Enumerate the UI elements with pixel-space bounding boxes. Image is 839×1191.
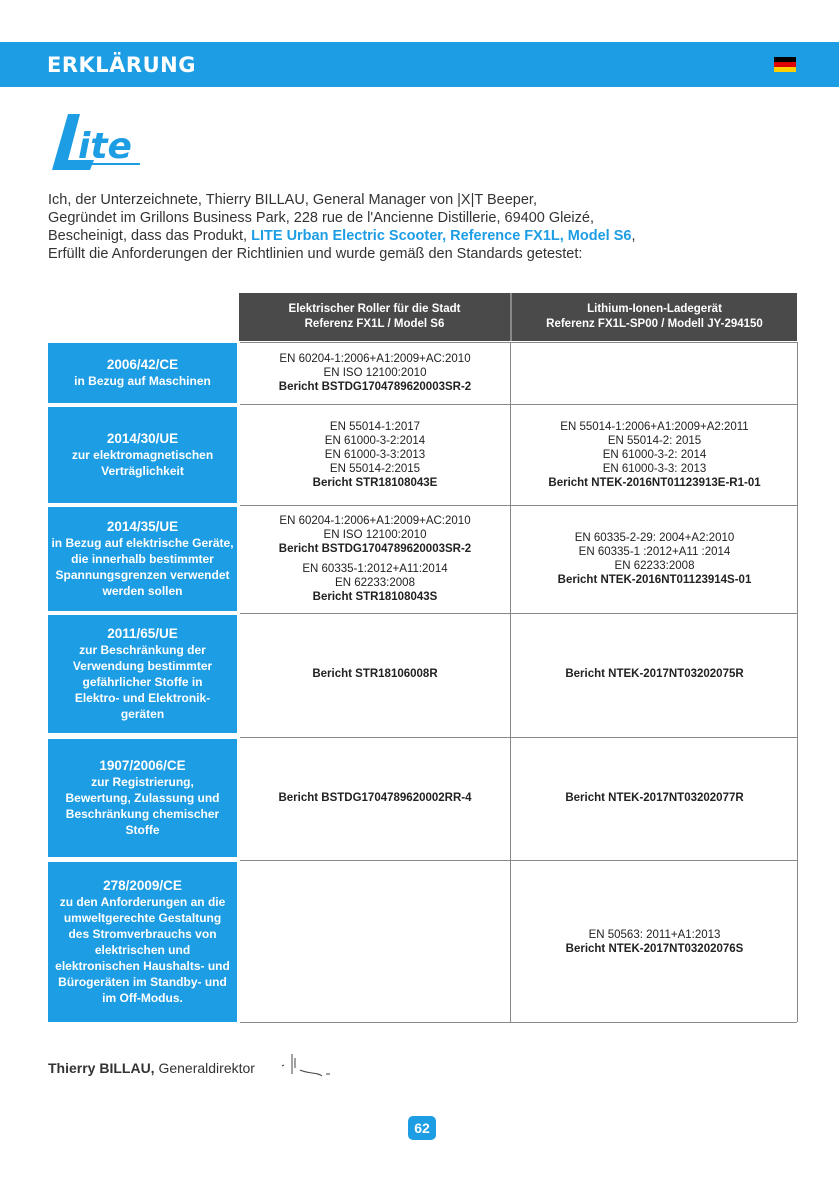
- header-bar: [0, 42, 839, 87]
- directive-label: 1907/2006/CE zur Registrierung, Bewertung, Zulassung und Beschränkung chemischer Stoffe: [48, 739, 237, 857]
- standards-cell: EN 50563: 2011+A1:2013 Bericht NTEK-2017NT03202076S: [565, 929, 744, 955]
- directive-label: 278/2009/CE zu den Anforderungen an die umweltgerechte Gestaltung des Stromverbrauchs von elektrischen und elektronischen Haushalts- und Bürogeräten im Standby- und im Off-Modus.: [48, 862, 237, 1022]
- column-header-charger: Lithium-Ionen-Ladegerät Referenz FX1L-SP00 / Modell JY-294150: [512, 293, 797, 341]
- page-title: ERKLÄRUNG: [47, 53, 196, 77]
- directive-label: 2006/42/CE in Bezug auf Maschinen: [48, 343, 237, 403]
- intro-line: Ich, der Unterzeichnete, Thierry BILLAU, General Manager von |X|T Beeper,: [48, 192, 537, 208]
- standards-cell: Bericht BSTDG1704789620002RR-4: [278, 792, 472, 804]
- signer-line: [48, 1060, 255, 1076]
- svg-text:ite: ite: [78, 126, 132, 167]
- page-number: 62: [408, 1116, 436, 1140]
- german-flag-icon: [774, 57, 796, 72]
- standards-cell: EN 55014-1:2017 EN 61000-3-2:2014 EN 61000-3-3:2013 EN 55014-2:2015 Bericht STR18108043E: [312, 421, 438, 489]
- directive-label: 2014/35/UE in Bezug auf elektrische Geräte, die innerhalb bestimmter Spannungsgrenzen verwendet werden sollen: [48, 507, 237, 611]
- lite-logo: [48, 108, 142, 172]
- directive-label: 2011/65/UE zur Beschränkung der Verwendung bestimmter gefährlicher Stoffe in Elektro- und Elektronik- geräten: [48, 615, 237, 733]
- standards-cell: EN 55014-1:2006+A1:2009+A2:2011 EN 55014-2: 2015 EN 61000-3-2: 2014 EN 61000-3-3: 2013 Bericht NTEK-2016NT01123913E-R1-01: [548, 421, 761, 489]
- signer-name: Thierry BILLAU,: [48, 1060, 155, 1076]
- intro-line: Gegründet im Grillons Business Park, 228 rue de l'Ancienne Distillerie, 69400 Gleizé,: [48, 210, 594, 226]
- intro-line: Erfüllt die Anforderungen der Richtlinien und wurde gemäß den Standards getestet:: [48, 246, 583, 262]
- standards-cell: Bericht NTEK-2017NT03202075R: [565, 668, 744, 680]
- signer-title: Generaldirektor: [154, 1060, 255, 1076]
- intro-text: [48, 191, 808, 263]
- column-header-scooter: Elektrischer Roller für die Stadt Referenz FX1L / Model S6: [239, 293, 510, 341]
- signature-image: [278, 1048, 342, 1080]
- standards-cell: EN 60335-2-29: 2004+A2:2010 EN 60335-1 :2012+A11 :2014 EN 62233:2008 Bericht NTEK-2016NT01123914S-01: [557, 532, 752, 586]
- product-name: LITE Urban Electric Scooter, Reference FX1L, Model S6: [251, 228, 632, 244]
- standards-cell: EN 60204-1:2006+A1:2009+AC:2010 EN ISO 12100:2010 Bericht BSTDG1704789620003SR-2 EN 60335-1:2012+A11:2014 EN 62233:2008 Bericht STR18108043S: [278, 515, 472, 603]
- standards-cell: EN 60204-1:2006+A1:2009+AC:2010 EN ISO 12100:2010 Bericht BSTDG1704789620003SR-2: [278, 353, 472, 393]
- standards-cell: Bericht NTEK-2017NT03202077R: [565, 792, 744, 804]
- directive-label: 2014/30/UE zur elektromagnetischen Verträglichkeit: [48, 407, 237, 503]
- standards-cell: Bericht STR18106008R: [312, 668, 438, 680]
- intro-line: Bescheinigt, dass das Produkt, LITE Urban Electric Scooter, Reference FX1L, Model S6,: [48, 228, 636, 244]
